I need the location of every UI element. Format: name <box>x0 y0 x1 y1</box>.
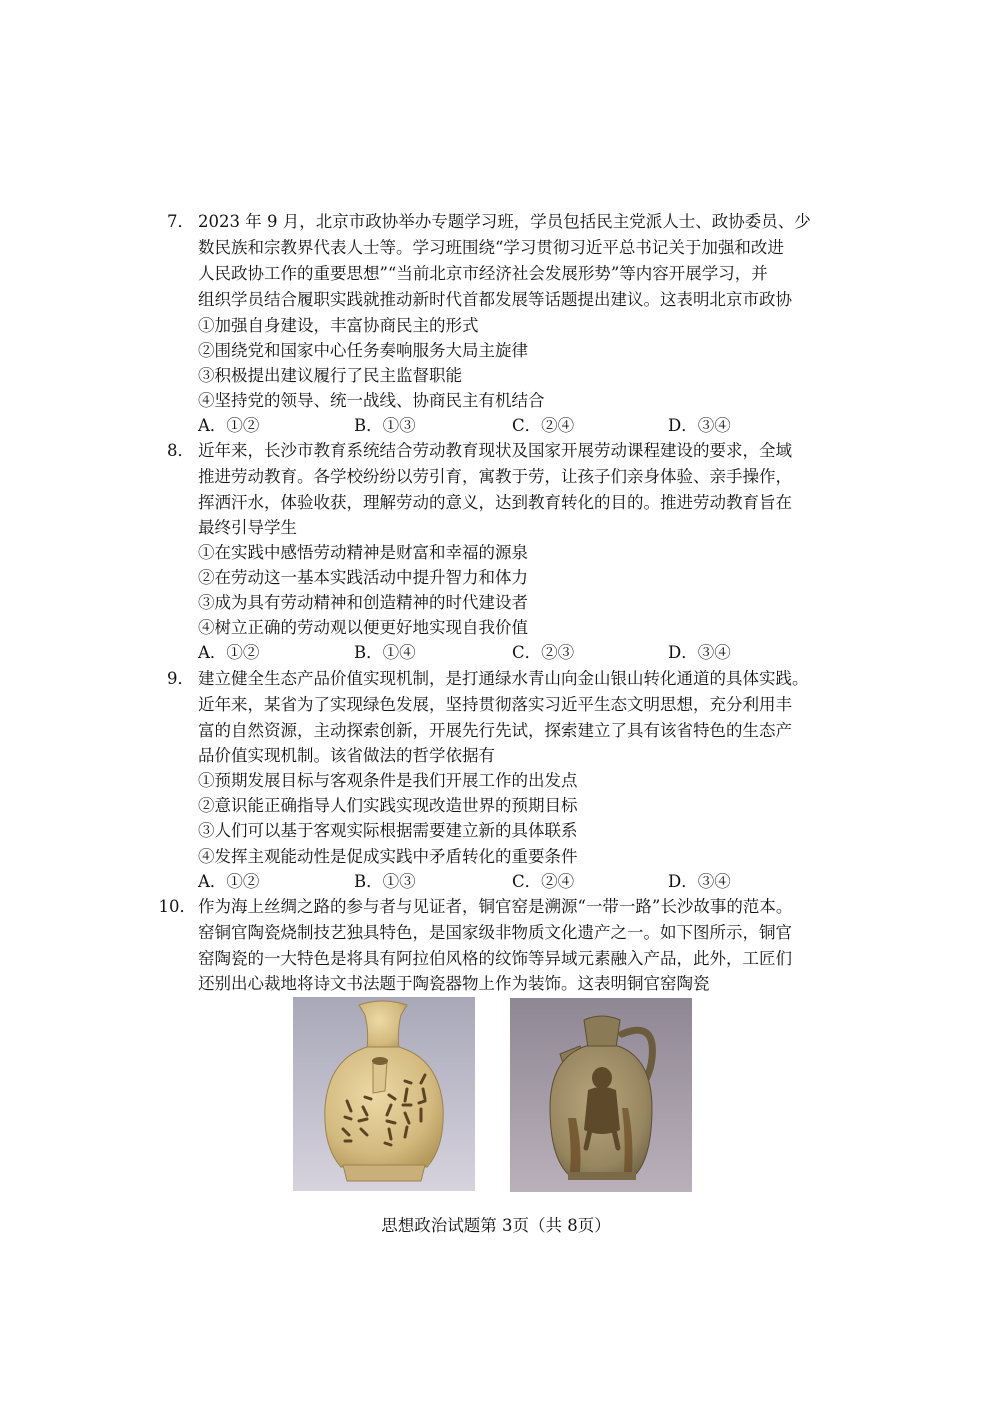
statement-item: ④发挥主观能动性是促成实践中矛盾转化的重要条件 <box>198 847 578 866</box>
stem-line: 推进劳动教育。各学校纷纷以劳引育，寓教于劳，让孩子们亲身体验、亲手操作， <box>198 467 792 486</box>
statement-item: ①在实践中感悟劳动精神是财富和幸福的源泉 <box>198 543 528 562</box>
option-a[interactable]: A．①② <box>198 643 260 662</box>
stem-line: 窑铜官陶瓷烧制技艺独具特色，是国家级非物质文化遗产之一。如下图所示，铜官 <box>198 923 792 942</box>
ceramic-ewer-relief-image <box>510 998 692 1192</box>
statement-item: ④坚持党的领导、统一战线、协商民主有机结合 <box>198 391 545 410</box>
statement-item: ②在劳动这一基本实践活动中提升智力和体力 <box>198 568 528 587</box>
option-d[interactable]: D．③④ <box>668 872 731 891</box>
page-footer: 思想政治试题第 3页（共 8页） <box>381 1216 611 1235</box>
ewer-relief-illustration <box>510 998 692 1192</box>
statement-item: ①预期发展目标与客观条件是我们开展工作的出发点 <box>198 771 578 790</box>
stem-line: 组织学员结合履职实践就推动新时代首都发展等话题提出建议。这表明北京市政协 <box>198 290 792 309</box>
option-c[interactable]: C．②④ <box>512 872 575 891</box>
stem-line: 数民族和宗教界代表人士等。学习班围绕“学习贯彻习近平总书记关于加强和改进 <box>198 238 784 257</box>
statement-item: ③成为具有劳动精神和创造精神的时代建设者 <box>198 593 528 612</box>
option-a[interactable]: A．①② <box>198 872 260 891</box>
option-c[interactable]: C．②④ <box>512 416 575 435</box>
statement-item: ②意识能正确指导人们实践实现改造世界的预期目标 <box>198 796 578 815</box>
stem-line: 建立健全生态产品价值实现机制，是打通绿水青山向金山银山转化通道的具体实践。 <box>198 669 809 688</box>
option-d[interactable]: D．③④ <box>668 643 731 662</box>
stem-line: 窑陶瓷的一大特色是将具有阿拉伯风格的纹饰等异域元素融入产品，此外，工匠们 <box>198 949 792 968</box>
stem-line: 最终引导学生 <box>198 518 297 537</box>
statement-item: ②围绕党和国家中心任务奏响服务大局主旋律 <box>198 341 528 360</box>
option-b[interactable]: B．①④ <box>354 643 416 662</box>
question-number: 8． <box>167 441 194 460</box>
stem-line: 品价值实现机制。该省做法的哲学依据有 <box>198 746 495 765</box>
statement-item: ③积极提出建议履行了民主监督职能 <box>198 366 462 385</box>
stem-line: 2023 年 9 月，北京市政协举办专题学习班，学员包括民主党派人士、政协委员、少 <box>198 212 811 231</box>
ceramic-ewer-calligraphy-image <box>293 997 475 1191</box>
ewer-illustration <box>293 997 475 1191</box>
stem-line: 近年来，长沙市教育系统结合劳动教育现状及国家开展劳动课程建设的要求，全域 <box>198 441 792 460</box>
question-number: 7． <box>167 212 194 231</box>
stem-line: 还别出心裁地将诗文书法题于陶瓷器物上作为装饰。这表明铜官窑陶瓷 <box>198 974 710 993</box>
question-number: 10． <box>158 897 196 916</box>
option-c[interactable]: C．②③ <box>512 643 575 662</box>
stem-line: 作为海上丝绸之路的参与者与见证者，铜官窑是溯源“一带一路”长沙故事的范本。 <box>198 897 793 916</box>
option-a[interactable]: A．①② <box>198 416 260 435</box>
option-b[interactable]: B．①③ <box>354 416 416 435</box>
statement-item: ①加强自身建设，丰富协商民主的形式 <box>198 316 479 335</box>
option-d[interactable]: D．③④ <box>668 416 731 435</box>
option-b[interactable]: B．①③ <box>354 872 416 891</box>
stem-line: 富的自然资源，主动探索创新，开展先行先试，探索建立了具有该省特色的生态产 <box>198 721 792 740</box>
stem-line: 近年来，某省为了实现绿色发展，坚持贯彻落实习近平生态文明思想，充分利用丰 <box>198 695 792 714</box>
stem-line: 挥洒汗水，体验收获，理解劳动的意义，达到教育转化的目的。推进劳动教育旨在 <box>198 493 792 512</box>
question-number: 9． <box>167 669 194 688</box>
statement-item: ③人们可以基于客观实际根据需要建立新的具体联系 <box>198 821 578 840</box>
statement-item: ④树立正确的劳动观以便更好地实现自我价值 <box>198 618 528 637</box>
stem-line: 人民政协工作的重要思想”“当前北京市经济社会发展形势”等内容开展学习，并 <box>198 264 768 283</box>
